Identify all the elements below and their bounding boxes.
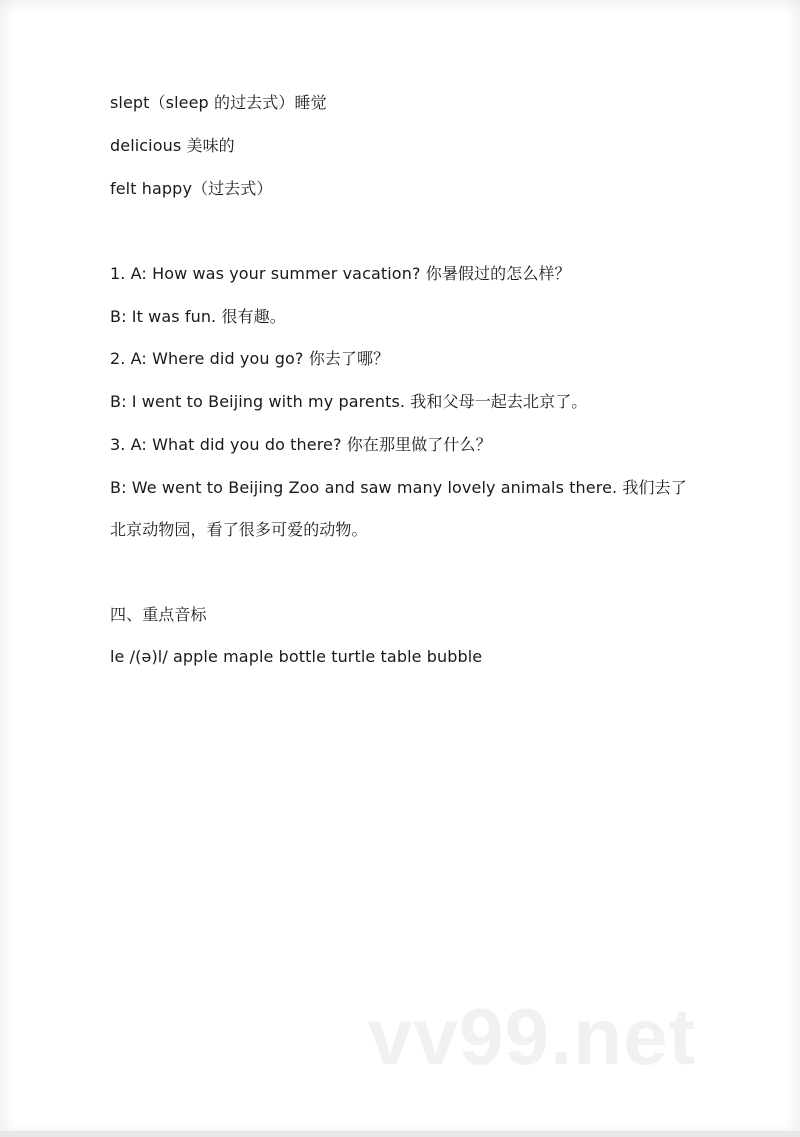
phonics-line: le /(ə)l/ apple maple bottle turtle table bubble: [110, 647, 483, 666]
page-bottom-edge: [0, 1131, 800, 1137]
dialogue-line-2b: B: I went to Beijing with my parents. 我和父母一起去北京了。: [110, 392, 588, 411]
dialogue-line-2a: 2. A: Where did you go? 你去了哪？: [110, 349, 390, 368]
watermark: vv99.net: [368, 992, 697, 1081]
dialogue-line-3b-cont: 北京动物园，看了很多可爱的动物。: [110, 520, 368, 539]
dialogue-line-1b: B: It was fun. 很有趣。: [110, 307, 286, 326]
dialogue-line-1a: 1. A: How was your summer vacation? 你暑假过的怎么样？: [110, 264, 571, 283]
vocab-line-slept: slept（sleep 的过去式）睡觉: [110, 93, 327, 112]
vocab-line-felt-happy: felt happy（过去式）: [110, 179, 273, 198]
dialogue-line-3a: 3. A: What did you do there? 你在那里做了什么？: [110, 435, 492, 454]
dialogue-line-3b: B: We went to Beijing Zoo and saw many lovely animals there. 我们去了: [110, 478, 687, 497]
section-heading: 四、重点音标: [110, 605, 207, 624]
vocab-line-delicious: delicious 美味的: [110, 136, 235, 155]
